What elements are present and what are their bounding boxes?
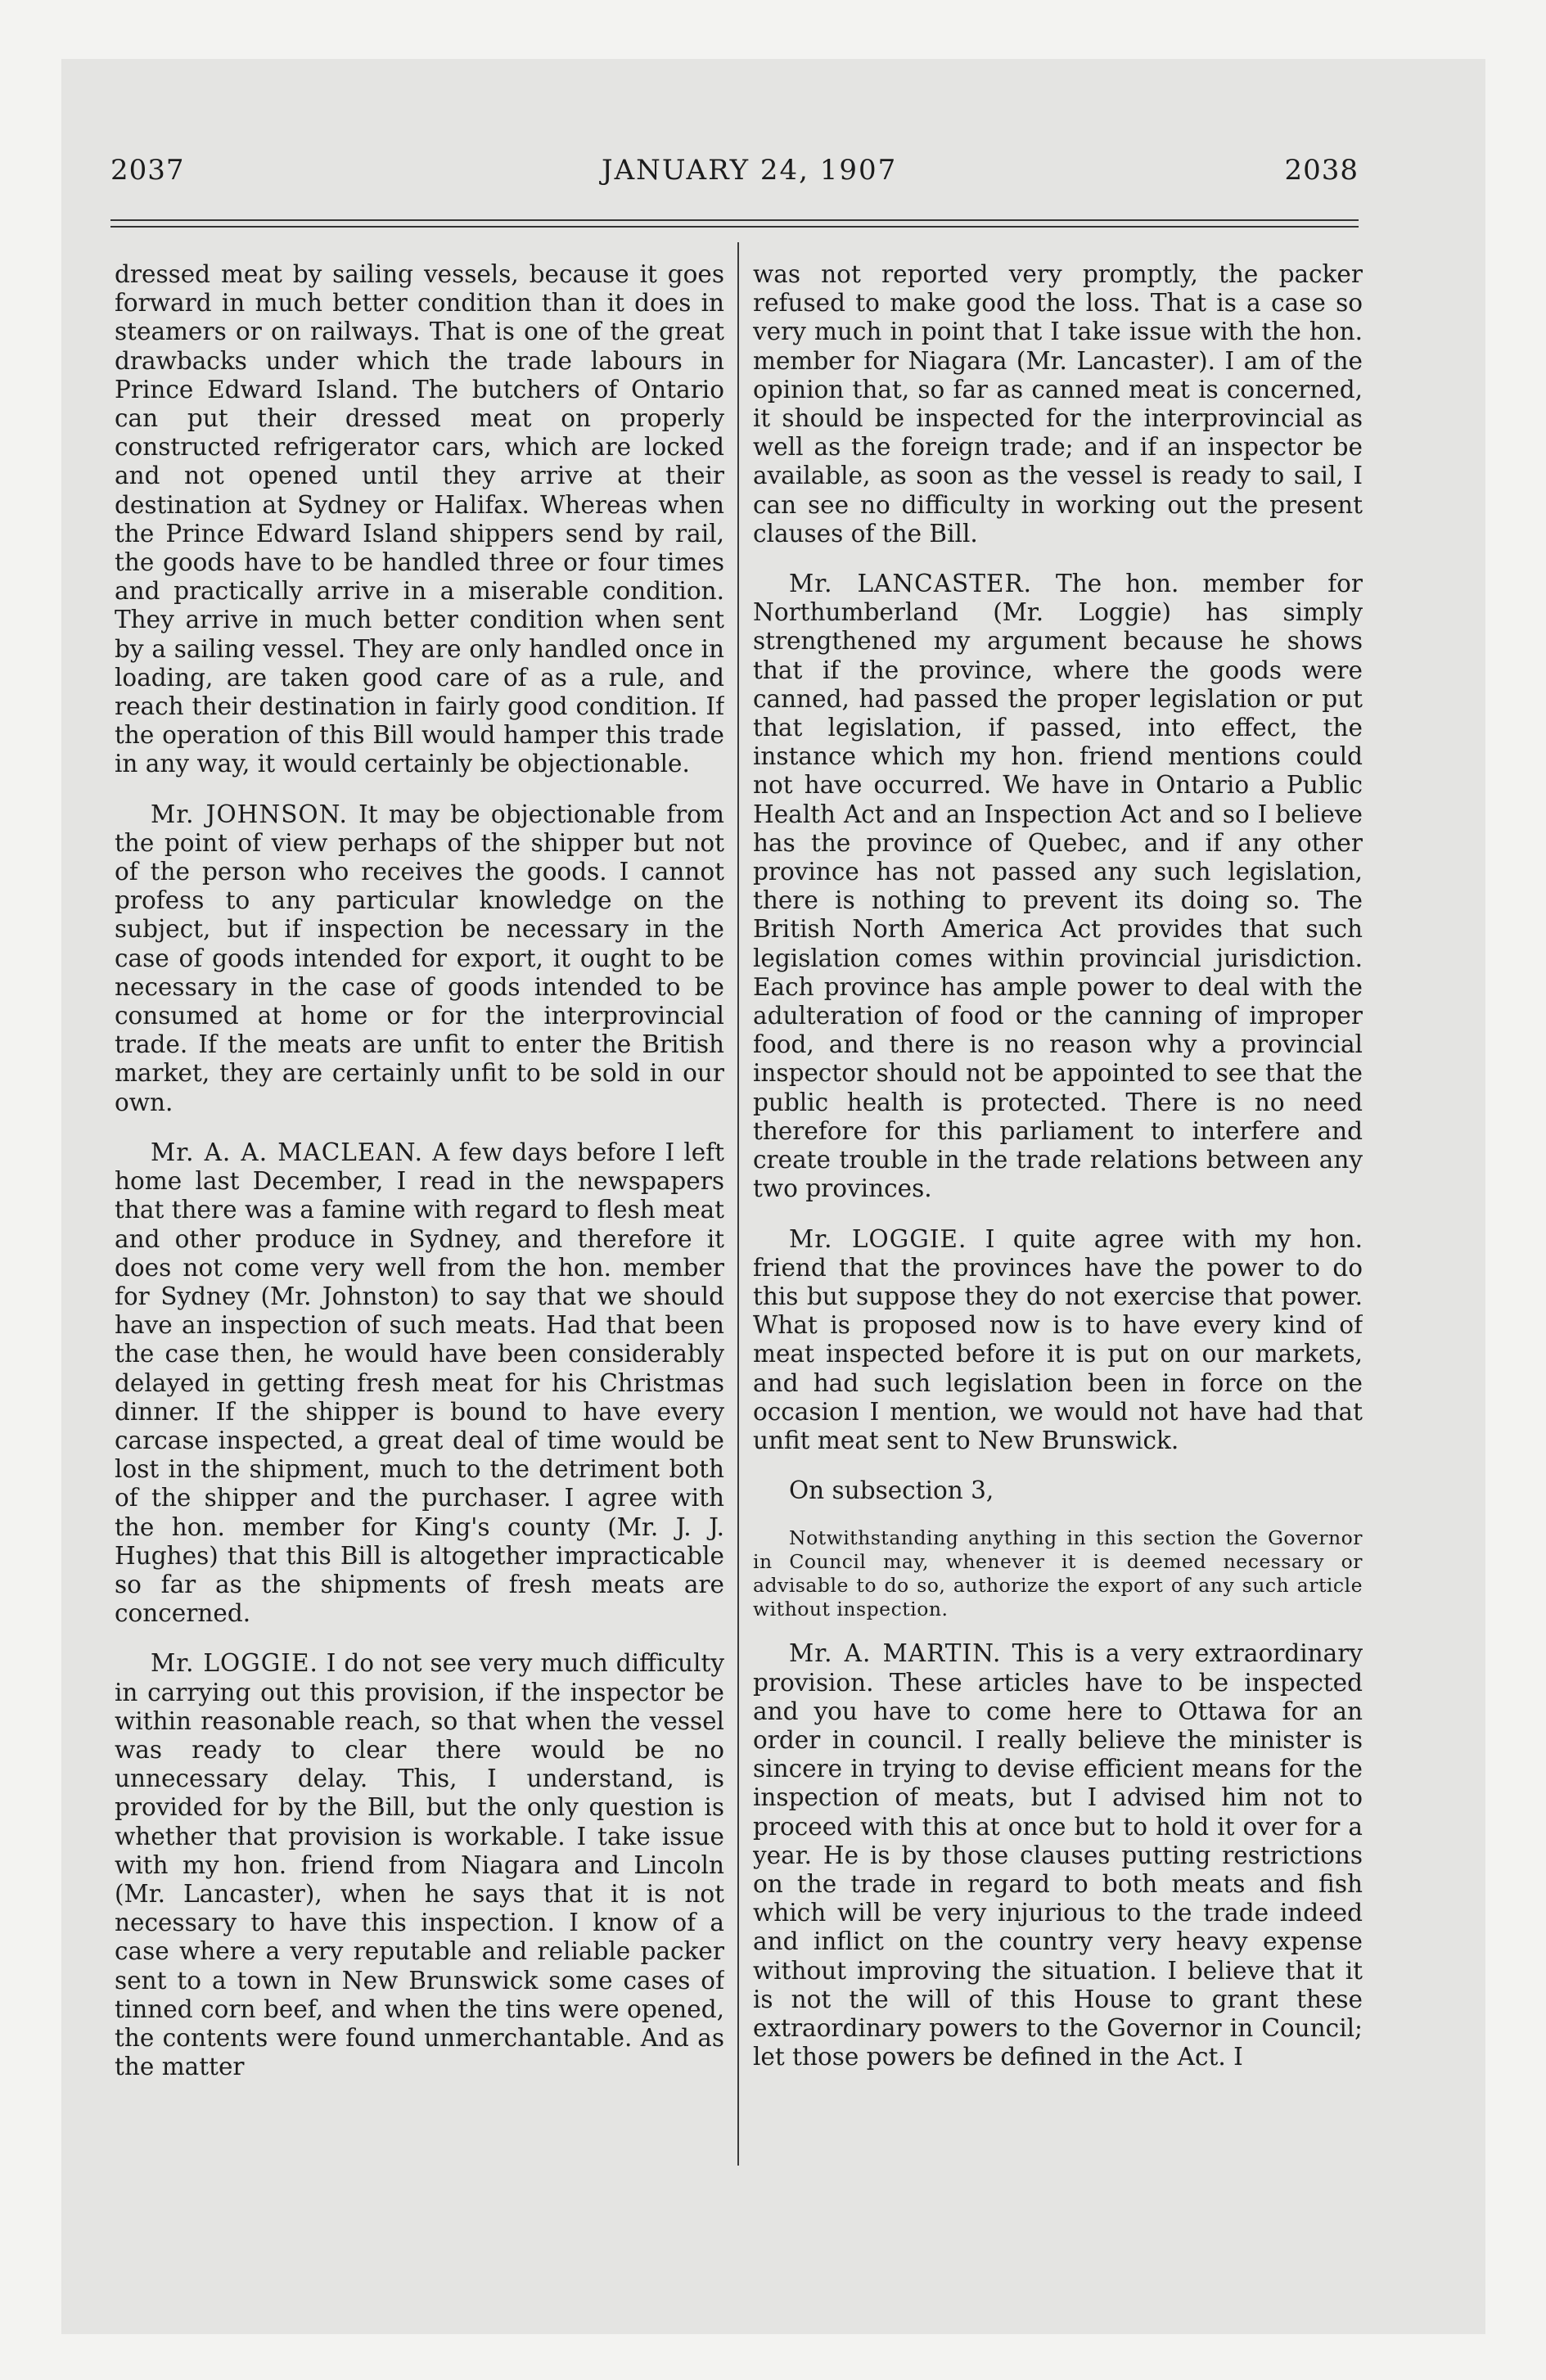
paragraph: was not reported very promptly, the packer refused to make good the loss. That is a case so very much in point that I take issue with the hon. member for Niagara (Mr. Lancaster). I am of the opinion that, so far as canned meat is concerned, it should be inspected for the interprovincial as well as the foreign trade; and if an inspector be available, as soon as the vessel is ready to sail, I can see no difficulty in working out the present clauses of the Bill. <box>753 260 1363 548</box>
right-column <box>753 260 1363 2184</box>
speech-text: I quite agree with my hon. friend that the provinces have the power to do this but suppose they do not exercise that power. What is proposed now is to have every kind of meat inspected before it is put on our markets, and had such legislation been in force on the occasion I mention, we would not have had that unfit meat sent to New Brunswick. <box>753 1224 1363 1454</box>
paragraph: dressed meat by sailing vessels, because it goes forward in much better condition than it does in steamers or on railways. That is one of the great drawbacks under which the trade labours in Prince Edward Island. The butchers of Ontario can put their dressed meat on properly constructed refrigerator cars, which are locked and not opened until they arrive at their destination at Sydney or Halifax. Whereas when the Prince Edward Island shippers send by rail, the goods have to be handled three or four times and practically arrive in a miserable condition. They arrive in much better condition when sent by a sailing vessel. They are only handled once in loading, are taken good care of as a rule, and reach their destination in fairly good condition. If the operation of this Bill would hamper this trade in any way, it would certainly be objectionable. <box>115 260 724 778</box>
quoted-clause: Notwithstanding anything in this section the Governor in Council may, whenever it is deemed necessary or advisable to do so, authorize the export of any such article without inspection. <box>753 1526 1363 1621</box>
paragraph <box>753 570 1363 1203</box>
header-date: JANUARY 24, 1907 <box>602 154 898 187</box>
left-column <box>115 260 724 2184</box>
paragraph <box>753 1639 1363 2071</box>
speech-text: I do not see very much difficulty in carrying out this provision, if the inspector be within reasonable reach, so that when the vessel was ready to clear there would be no unnecessary delay. This, I understand, is provided for by the Bill, but the only question is whether that provision is workable. I take issue with my hon. friend from Niagara and Lincoln (Mr. Lancaster), when he says that it is not necessary to have this inspection. I know of a case where a very reputable and reliable packer sent to a town in New Brunswick some cases of tinned corn beef, and when the tins were opened, the contents were found unmerchantable. And as the matter <box>115 1649 724 2081</box>
paragraph <box>115 1649 724 2081</box>
speech-text: The hon. member for Northumberland (Mr. Loggie) has simply strengthened my argument because he shows that if the province, where the goods were canned, had passed the proper legislation or put that legislation, if passed, into effect, the instance which my hon. friend mentions could not have occurred. We have in Ontario a Public Health Act and an Inspection Act and so I believe has the province of Quebec, and if any other province has not passed any such legislation, there is nothing to prevent its doing so. The British North America Act provides that such legislation comes within provincial jurisdiction. Each province has ample power to deal with the adulteration of food or the canning of improper food, and there is no reason why a provincial inspector should not be appointed to see that the public health is protected. There is no need therefore for this parliament to interfere and create trouble in the trade relations between any two provinces. <box>753 570 1363 1203</box>
page-number-right: 2038 <box>1284 154 1359 187</box>
header-rule-bottom <box>110 226 1359 228</box>
page-number-left: 2037 <box>110 154 185 187</box>
speaker-name: Mr. LOGGIE. <box>789 1224 967 1253</box>
paragraph <box>115 1138 724 1628</box>
speaker-name: Mr. A. A. MACLEAN. <box>151 1138 424 1166</box>
paragraph <box>115 800 724 1117</box>
speaker-name: Mr. JOHNSON. <box>151 800 348 828</box>
subsection-heading: On subsection 3, <box>789 1476 994 1505</box>
column-divider <box>737 242 739 2166</box>
speaker-name: Mr. LANCASTER. <box>789 570 1033 598</box>
speech-text: A few days before I left home last December, I read in the newspapers that there was a famine with regard to flesh meat and other produce in Sydney, and therefore it does not come very well from the hon. member for Sydney (Mr. Johnston) to say that we should have an inspection of such meats. Had that been the case then, he would have been considerably delayed in getting fresh meat for his Christmas dinner. If the shipper is bound to have every carcase inspected, a great deal of time would be lost in the shipment, much to the detriment both of the shipper and the purchaser. I agree with the hon. member for King's county (Mr. J. J. Hughes) that this Bill is altogether impracticable so far as the shipments of fresh meats are concerned. <box>115 1138 724 1628</box>
speaker-name: Mr. LOGGIE. <box>151 1649 318 1678</box>
header-rule-top <box>110 219 1359 221</box>
speaker-name: Mr. A. MARTIN. <box>789 1639 1002 1668</box>
page-header <box>110 154 1359 200</box>
speech-text: This is a very extraordinary provision. These articles have to be inspected and you have to come here to Ottawa for an order in council. I really believe the minister is sincere in trying to devise efficient means for the inspection of meats, but I advised him not to proceed with this at once but to hold it over for a year. He is by those clauses putting restrictions on the trade in regard to both meats and fish which will be very injurious to the trade indeed and inflict on the country very heavy expense without improving the situation. I believe that it is not the will of this House to grant these extraordinary powers to the Governor in Council; let those powers be defined in the Act. I <box>753 1639 1363 2071</box>
paragraph <box>753 1225 1363 1456</box>
speech-text: It may be objectionable from the point of view perhaps of the shipper but not of the person who receives the goods. I cannot profess to any particular knowledge on the subject, but if inspection be necessary in the case of goods intended for export, it ought to be necessary in the case of goods intended to be consumed at home or for the interprovincial trade. If the meats are unfit to enter the British market, they are certainly unfit to be sold in our own. <box>115 800 724 1116</box>
